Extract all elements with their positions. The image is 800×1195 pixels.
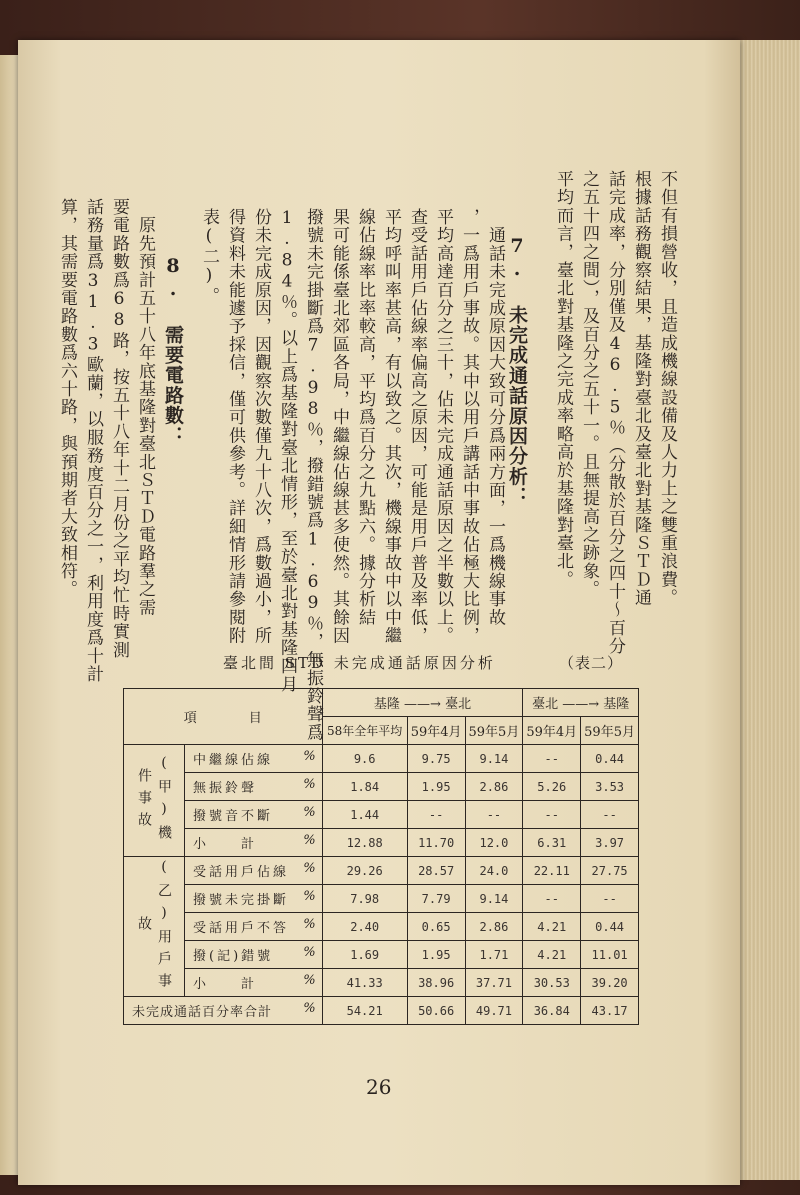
period-header: 58年全年平均 bbox=[322, 717, 407, 745]
table-cell: 22.11 bbox=[523, 857, 581, 885]
body-paragraph-2: 通話未完成原因大致可分爲兩方面，一爲機線事故 ，一爲用戶事故。其中以用戶講話中事故佔極大比例， 平均高達百分之三十，佔未完成通話原因之半數以上。 查受話用戶佔線率偏高之原因，可能是用戶普及率低， 平均呼叫率甚高，有以致之。其次，機線事故中以中繼 線佔線率比率較高，平均爲百分之九點六。據分析結 果可能係臺北郊區各局，中繼線佔線甚多使然。其餘因 撥號未完掛斷爲7.98％，撥錯號爲1.69％，無振鈴聲爲 1.84％。以上爲基隆對臺北情形，至於臺北對基隆四月 份未完成原因，因觀察次數僅九十八次，爲數過小，所 得資料未能遽予採信，僅可供參考。詳細情形請參閱附 表(二)。 bbox=[199, 208, 505, 742]
table-cell: -- bbox=[465, 801, 523, 829]
table-cell: 1.71 bbox=[465, 941, 523, 969]
table-row bbox=[124, 913, 639, 941]
percent-sign: % bbox=[303, 1001, 316, 1016]
table-cell: 2.40 bbox=[322, 913, 407, 941]
table-cell: 1.95 bbox=[407, 941, 465, 969]
total-label-text: 未完成通話百分率合計 bbox=[132, 1005, 273, 1020]
table-cell: -- bbox=[523, 801, 581, 829]
row-label-text: 無振鈴聲 bbox=[193, 781, 258, 796]
dir1-from: 基隆 bbox=[373, 697, 400, 712]
table-cell: 28.57 bbox=[407, 857, 465, 885]
table-cell: 11.01 bbox=[581, 941, 639, 969]
percent-sign: % bbox=[303, 945, 316, 960]
period-header: 59年4月 bbox=[523, 717, 581, 745]
item-header: 項 目 bbox=[124, 689, 323, 745]
total-cell: 43.17 bbox=[581, 997, 639, 1025]
row-label bbox=[185, 885, 323, 913]
table-cell: 1.84 bbox=[322, 773, 407, 801]
table-cell: 24.0 bbox=[465, 857, 523, 885]
row-label bbox=[185, 829, 323, 857]
table-cell: 0.65 bbox=[407, 913, 465, 941]
table-cell: 41.33 bbox=[322, 969, 407, 997]
table-cell: 6.31 bbox=[523, 829, 581, 857]
table-cell: 11.70 bbox=[407, 829, 465, 857]
group-label: (甲)機件事故 bbox=[136, 754, 172, 847]
table-number: （表二） bbox=[558, 654, 623, 672]
table-cell: 30.53 bbox=[523, 969, 581, 997]
table-cell: 9.14 bbox=[465, 885, 523, 913]
table-title bbox=[223, 652, 623, 673]
table-cell: 2.86 bbox=[465, 913, 523, 941]
page-number: 26 bbox=[366, 1075, 392, 1099]
total-cell: 36.84 bbox=[523, 997, 581, 1025]
total-cell: 49.71 bbox=[465, 997, 523, 1025]
table-cell: -- bbox=[523, 745, 581, 773]
row-label-text: 受話用戶不答 bbox=[193, 921, 290, 936]
group-user-fault bbox=[124, 857, 185, 997]
table-row bbox=[124, 969, 639, 997]
arrow-icon: ——→ bbox=[404, 697, 441, 712]
table-cell: 29.26 bbox=[322, 857, 407, 885]
table-cell: 0.44 bbox=[581, 913, 639, 941]
previous-page-edge bbox=[0, 55, 18, 1175]
row-label-text: 受話用戶佔線 bbox=[193, 865, 290, 880]
table-row bbox=[124, 801, 639, 829]
row-label-text: 撥號音不斷 bbox=[193, 809, 274, 824]
direction-taipei-keelung bbox=[523, 689, 639, 717]
analysis-table bbox=[123, 688, 639, 1025]
table-cell: -- bbox=[581, 801, 639, 829]
table-row bbox=[124, 745, 639, 773]
page-edges bbox=[740, 40, 800, 1180]
table-cell: 3.53 bbox=[581, 773, 639, 801]
arrow-icon: ——→ bbox=[562, 697, 600, 712]
table-cell: 12.0 bbox=[465, 829, 523, 857]
table-cell: 7.79 bbox=[407, 885, 465, 913]
table-cell: 37.71 bbox=[465, 969, 523, 997]
table-body bbox=[124, 745, 639, 1025]
row-label bbox=[185, 773, 323, 801]
section-heading-8: 8. 需要電路數： bbox=[162, 255, 184, 446]
table-cell: 1.69 bbox=[322, 941, 407, 969]
row-label-text: 撥(記)錯號 bbox=[193, 949, 274, 964]
table-row bbox=[124, 857, 639, 885]
period-header: 59年5月 bbox=[465, 717, 523, 745]
row-label-text: 撥號未完掛斷 bbox=[193, 893, 290, 908]
percent-sign: % bbox=[303, 973, 316, 988]
percent-sign: % bbox=[303, 889, 316, 904]
table-row bbox=[124, 885, 639, 913]
direction-keelung-taipei bbox=[322, 689, 523, 717]
table-cell: 12.88 bbox=[322, 829, 407, 857]
table-row bbox=[124, 941, 639, 969]
document-page bbox=[18, 40, 740, 1185]
period-header: 59年5月 bbox=[581, 717, 639, 745]
dir2-from: 臺北 bbox=[532, 697, 559, 712]
percent-sign: % bbox=[303, 833, 316, 848]
table-cell: 39.20 bbox=[581, 969, 639, 997]
table-cell: 38.96 bbox=[407, 969, 465, 997]
row-label bbox=[185, 969, 323, 997]
table-cell: 27.75 bbox=[581, 857, 639, 885]
row-label bbox=[185, 857, 323, 885]
table-cell: 4.21 bbox=[523, 913, 581, 941]
table-cell: 1.95 bbox=[407, 773, 465, 801]
period-header: 59年4月 bbox=[407, 717, 465, 745]
table-cell: 2.86 bbox=[465, 773, 523, 801]
row-label bbox=[185, 913, 323, 941]
row-label bbox=[185, 801, 323, 829]
total-cell: 50.66 bbox=[407, 997, 465, 1025]
table-cell: 4.21 bbox=[523, 941, 581, 969]
table-row bbox=[124, 829, 639, 857]
percent-sign: % bbox=[303, 917, 316, 932]
percent-sign: % bbox=[303, 861, 316, 876]
table-row bbox=[124, 773, 639, 801]
percent-sign: % bbox=[303, 805, 316, 820]
total-cell: 54.21 bbox=[322, 997, 407, 1025]
table-title-text: 臺北間 STD 未完成通話原因分析 bbox=[223, 654, 496, 672]
group-label: (乙)用戶事故 bbox=[136, 858, 172, 995]
dir2-to: 基隆 bbox=[603, 697, 630, 712]
total-label bbox=[124, 997, 323, 1025]
dir1-to: 臺北 bbox=[445, 697, 472, 712]
total-row bbox=[124, 997, 639, 1025]
row-label bbox=[185, 941, 323, 969]
body-paragraph-3: 原先預計五十八年底基隆對臺北ＳＴＤ電路羣之需 要電路數爲68路，按五十八年十二月份之平均忙時實測 話務量爲31.3歐蘭，以服務度百分之一，利用度爲十計 算，其需要電路數爲六十路，與預期者大致相符。 bbox=[57, 198, 155, 684]
row-label-text: 小 計 bbox=[193, 977, 258, 992]
table-cell: 5.26 bbox=[523, 773, 581, 801]
table-cell: 3.97 bbox=[581, 829, 639, 857]
group-machine-fault bbox=[124, 745, 185, 857]
section-heading-7: 7. 未完成通話原因分析： bbox=[506, 235, 528, 507]
table-cell: 1.44 bbox=[322, 801, 407, 829]
percent-sign: % bbox=[303, 749, 316, 764]
table-cell: 9.14 bbox=[465, 745, 523, 773]
table-cell: 9.6 bbox=[322, 745, 407, 773]
body-paragraph-1: 不但有損營收，且造成機線設備及人力上之雙重浪費。 根據話務觀察結果，基隆對臺北及臺北對基隆ＳＴＤ通 話完成率，分別僅及46.5％（分散於百分之四十～百分 之五十四之間），及百分之五十一。且無提高之跡象。 平均而言，臺北對基隆之完成率略高於基隆對臺北。 bbox=[553, 170, 677, 656]
table-cell: -- bbox=[407, 801, 465, 829]
percent-sign: % bbox=[303, 777, 316, 792]
table-cell: -- bbox=[523, 885, 581, 913]
table-cell: -- bbox=[581, 885, 639, 913]
table-cell: 7.98 bbox=[322, 885, 407, 913]
row-label-text: 中繼線佔線 bbox=[193, 753, 274, 768]
table-cell: 9.75 bbox=[407, 745, 465, 773]
row-label-text: 小 計 bbox=[193, 837, 258, 852]
row-label bbox=[185, 745, 323, 773]
table-cell: 0.44 bbox=[581, 745, 639, 773]
